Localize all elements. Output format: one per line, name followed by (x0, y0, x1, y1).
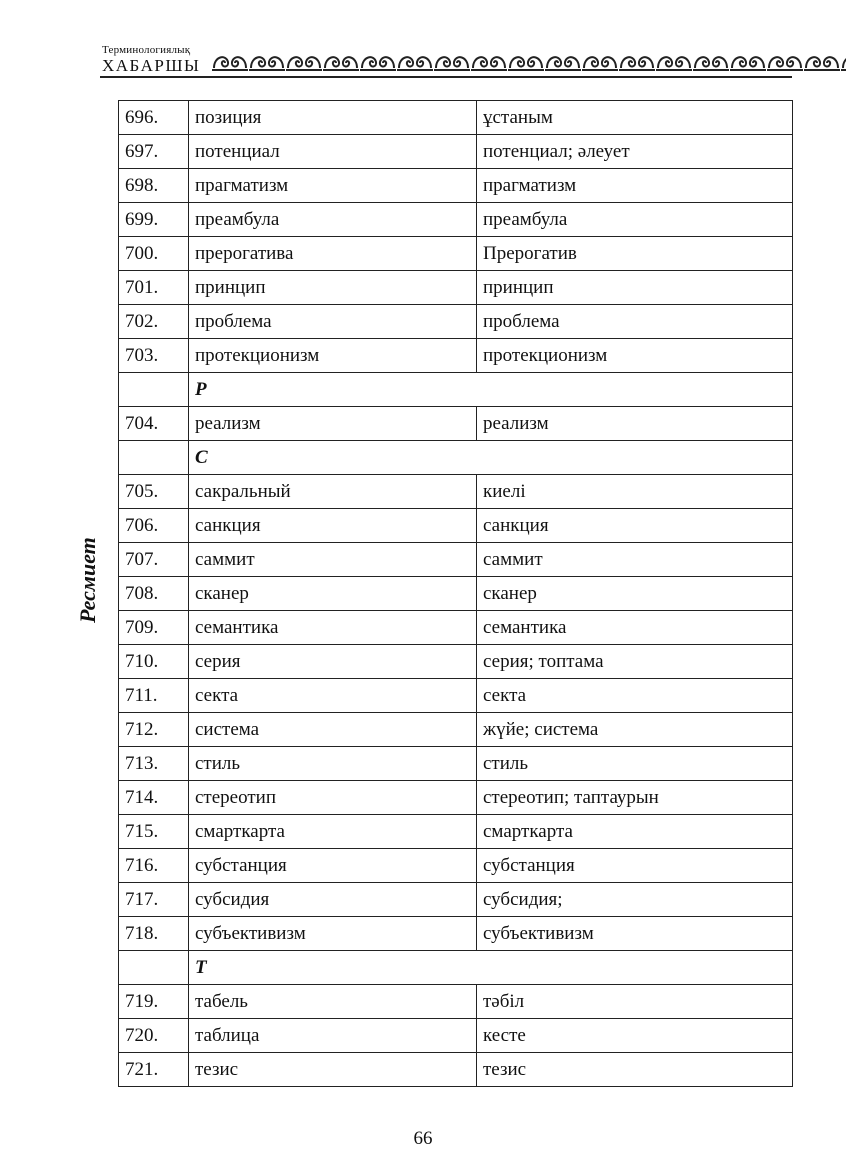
table-row (119, 577, 793, 611)
term-kazakh: реализм (477, 407, 793, 441)
term-number: 705. (119, 475, 189, 509)
table-row (119, 135, 793, 169)
term-number: 720. (119, 1019, 189, 1053)
term-russian: позиция (189, 101, 477, 135)
table-row (119, 475, 793, 509)
table-row (119, 509, 793, 543)
term-number: 699. (119, 203, 189, 237)
term-russian: прерогатива (189, 237, 477, 271)
term-russian: сканер (189, 577, 477, 611)
term-number: 709. (119, 611, 189, 645)
term-russian: прагматизм (189, 169, 477, 203)
table-row (119, 339, 793, 373)
term-kazakh: киелі (477, 475, 793, 509)
section-letter: Р (189, 373, 793, 407)
term-russian: смарткарта (189, 815, 477, 849)
term-number: 713. (119, 747, 189, 781)
table-row (119, 883, 793, 917)
page-number: 66 (413, 1128, 433, 1149)
table-row (119, 679, 793, 713)
table-row (119, 645, 793, 679)
term-kazakh: тәбіл (477, 985, 793, 1019)
term-kazakh: принцип (477, 271, 793, 305)
term-number: 704. (119, 407, 189, 441)
term-number: 717. (119, 883, 189, 917)
table-row (119, 169, 793, 203)
term-number: 712. (119, 713, 189, 747)
letter-section-row (119, 373, 793, 407)
term-kazakh: проблема (477, 305, 793, 339)
table-row (119, 781, 793, 815)
term-russian: санкция (189, 509, 477, 543)
term-kazakh: семантика (477, 611, 793, 645)
term-kazakh: саммит (477, 543, 793, 577)
term-kazakh: сканер (477, 577, 793, 611)
term-russian: реализм (189, 407, 477, 441)
table-row (119, 747, 793, 781)
term-russian: проблема (189, 305, 477, 339)
term-kazakh: субстанция (477, 849, 793, 883)
term-kazakh: серия; топтама (477, 645, 793, 679)
term-number: 702. (119, 305, 189, 339)
term-kazakh: стереотип; таптаурын (477, 781, 793, 815)
term-kazakh: смарткарта (477, 815, 793, 849)
term-number: 714. (119, 781, 189, 815)
empty-number-cell (119, 441, 189, 475)
ornament-band (212, 48, 846, 74)
term-russian: принцип (189, 271, 477, 305)
term-number: 708. (119, 577, 189, 611)
term-russian: субстанция (189, 849, 477, 883)
terms-table (118, 100, 793, 1087)
term-russian: потенциал (189, 135, 477, 169)
term-kazakh: санкция (477, 509, 793, 543)
table-row (119, 543, 793, 577)
term-number: 711. (119, 679, 189, 713)
table-row (119, 237, 793, 271)
table-row (119, 611, 793, 645)
term-russian: секта (189, 679, 477, 713)
term-number: 697. (119, 135, 189, 169)
term-russian: преамбула (189, 203, 477, 237)
term-kazakh: тезис (477, 1053, 793, 1087)
table-row (119, 815, 793, 849)
section-letter: Т (189, 951, 793, 985)
term-kazakh: ұстаным (477, 101, 793, 135)
term-russian: субъективизм (189, 917, 477, 951)
term-number: 707. (119, 543, 189, 577)
term-russian: стиль (189, 747, 477, 781)
term-kazakh: кесте (477, 1019, 793, 1053)
term-number: 716. (119, 849, 189, 883)
term-kazakh: жүйе; система (477, 713, 793, 747)
term-number: 696. (119, 101, 189, 135)
table-row (119, 985, 793, 1019)
term-number: 698. (119, 169, 189, 203)
term-number: 719. (119, 985, 189, 1019)
term-kazakh: Прерогатив (477, 237, 793, 271)
term-kazakh: субъективизм (477, 917, 793, 951)
table-row (119, 917, 793, 951)
letter-section-row (119, 441, 793, 475)
term-russian: табель (189, 985, 477, 1019)
term-number: 710. (119, 645, 189, 679)
term-kazakh: секта (477, 679, 793, 713)
table-row (119, 203, 793, 237)
term-kazakh: протекционизм (477, 339, 793, 373)
term-kazakh: субсидия; (477, 883, 793, 917)
term-russian: серия (189, 645, 477, 679)
term-number: 718. (119, 917, 189, 951)
journal-title: ХАБАРШЫ (102, 56, 201, 75)
term-number: 703. (119, 339, 189, 373)
term-number: 700. (119, 237, 189, 271)
term-kazakh: прагматизм (477, 169, 793, 203)
terms-table-body (119, 101, 793, 1087)
empty-number-cell (119, 951, 189, 985)
empty-number-cell (119, 373, 189, 407)
term-russian: система (189, 713, 477, 747)
term-russian: таблица (189, 1019, 477, 1053)
term-number: 701. (119, 271, 189, 305)
table-row (119, 101, 793, 135)
section-side-label: Ресмиет (75, 537, 100, 623)
table-row (119, 849, 793, 883)
table-row (119, 407, 793, 441)
term-russian: семантика (189, 611, 477, 645)
term-russian: тезис (189, 1053, 477, 1087)
journal-subtitle: Терминологиялық (102, 44, 191, 56)
term-russian: субсидия (189, 883, 477, 917)
letter-section-row (119, 951, 793, 985)
header-rule (100, 76, 792, 78)
term-kazakh: стиль (477, 747, 793, 781)
section-letter: С (189, 441, 793, 475)
term-number: 706. (119, 509, 189, 543)
table-row (119, 305, 793, 339)
table-row (119, 713, 793, 747)
term-number: 721. (119, 1053, 189, 1087)
term-russian: сакральный (189, 475, 477, 509)
table-row (119, 271, 793, 305)
running-header (100, 42, 792, 82)
term-number: 715. (119, 815, 189, 849)
term-russian: стереотип (189, 781, 477, 815)
term-russian: саммит (189, 543, 477, 577)
term-kazakh: преамбула (477, 203, 793, 237)
table-row (119, 1053, 793, 1087)
term-russian: протекционизм (189, 339, 477, 373)
term-kazakh: потенциал; әлеует (477, 135, 793, 169)
table-row (119, 1019, 793, 1053)
